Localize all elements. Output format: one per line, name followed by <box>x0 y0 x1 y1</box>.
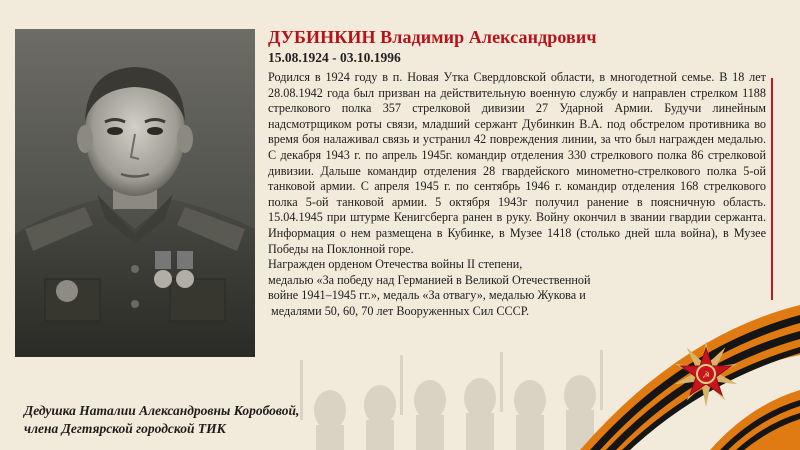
portrait-photo <box>15 29 255 357</box>
photo-caption <box>24 402 299 438</box>
portrait-image <box>15 29 255 357</box>
awards-line-1: Награжден орденом Отечества войны II степени, <box>268 257 523 272</box>
svg-text:☭: ☭ <box>701 371 711 381</box>
order-star-icon <box>672 340 740 408</box>
awards-line-2: медалью «За победу над Германией в Великой Отечественной <box>268 272 591 287</box>
biography-text <box>268 70 766 320</box>
awards-line-3: войне 1941–1945 гг.», медаль «За отвагу», медалью Жукова и <box>268 288 586 303</box>
life-dates: 15.08.1924 - 03.10.1996 <box>268 50 401 65</box>
red-divider-line <box>771 78 773 300</box>
person-name: ДУБИНКИН Владимир Александрович <box>268 27 597 47</box>
biography-paragraph: Родился в 1924 году в п. Новая Утка Свердловской области, в многодетной семье. В 18 лет 28.08.1942 года был призван на действительную военную службу и направлен стрелком 1188 стрелкового полка 357 стрелковой дивизии 27 Ударной Армии. Будучи линейным надсмотрщиком роты связи, младший сержант Дубинкин В.А. под обстрелом противника во время боя налаживал связь и устранил 42 повреждения линии, за что был награжден медалью. С декабря 1943 г. по апрель 1945г. командир отделения 330 стрелкового полка 86 стрелковой дивизии. Дальше командир отделения 28 гвардейского минометно-стрелкового полка 5-ой танковой армии. С апреля 1945 г. по сентябрь 1946 г. командир отделения 168 стрелкового полка 5-ой танковой армии. 5 октября 1943г получил ранение в поясничную область. 15.04.1945 при штурме Кенигсберга ранен в руку. Войну окончил в звании гвардии сержанта. Информация о нем размещена в Кубинке, в Музее 1418 (столько дней шла война), в Музее Победы на Поклонной горе. <box>268 70 766 256</box>
caption-line-2: члена Дегтярской городской ТИК <box>24 421 226 436</box>
awards-line-4: медалями 50, 60, 70 лет Вооруженных Сил СССР. <box>268 303 530 318</box>
caption-line-1: Дедушка Наталии Александровны Коробовой, <box>24 403 300 418</box>
